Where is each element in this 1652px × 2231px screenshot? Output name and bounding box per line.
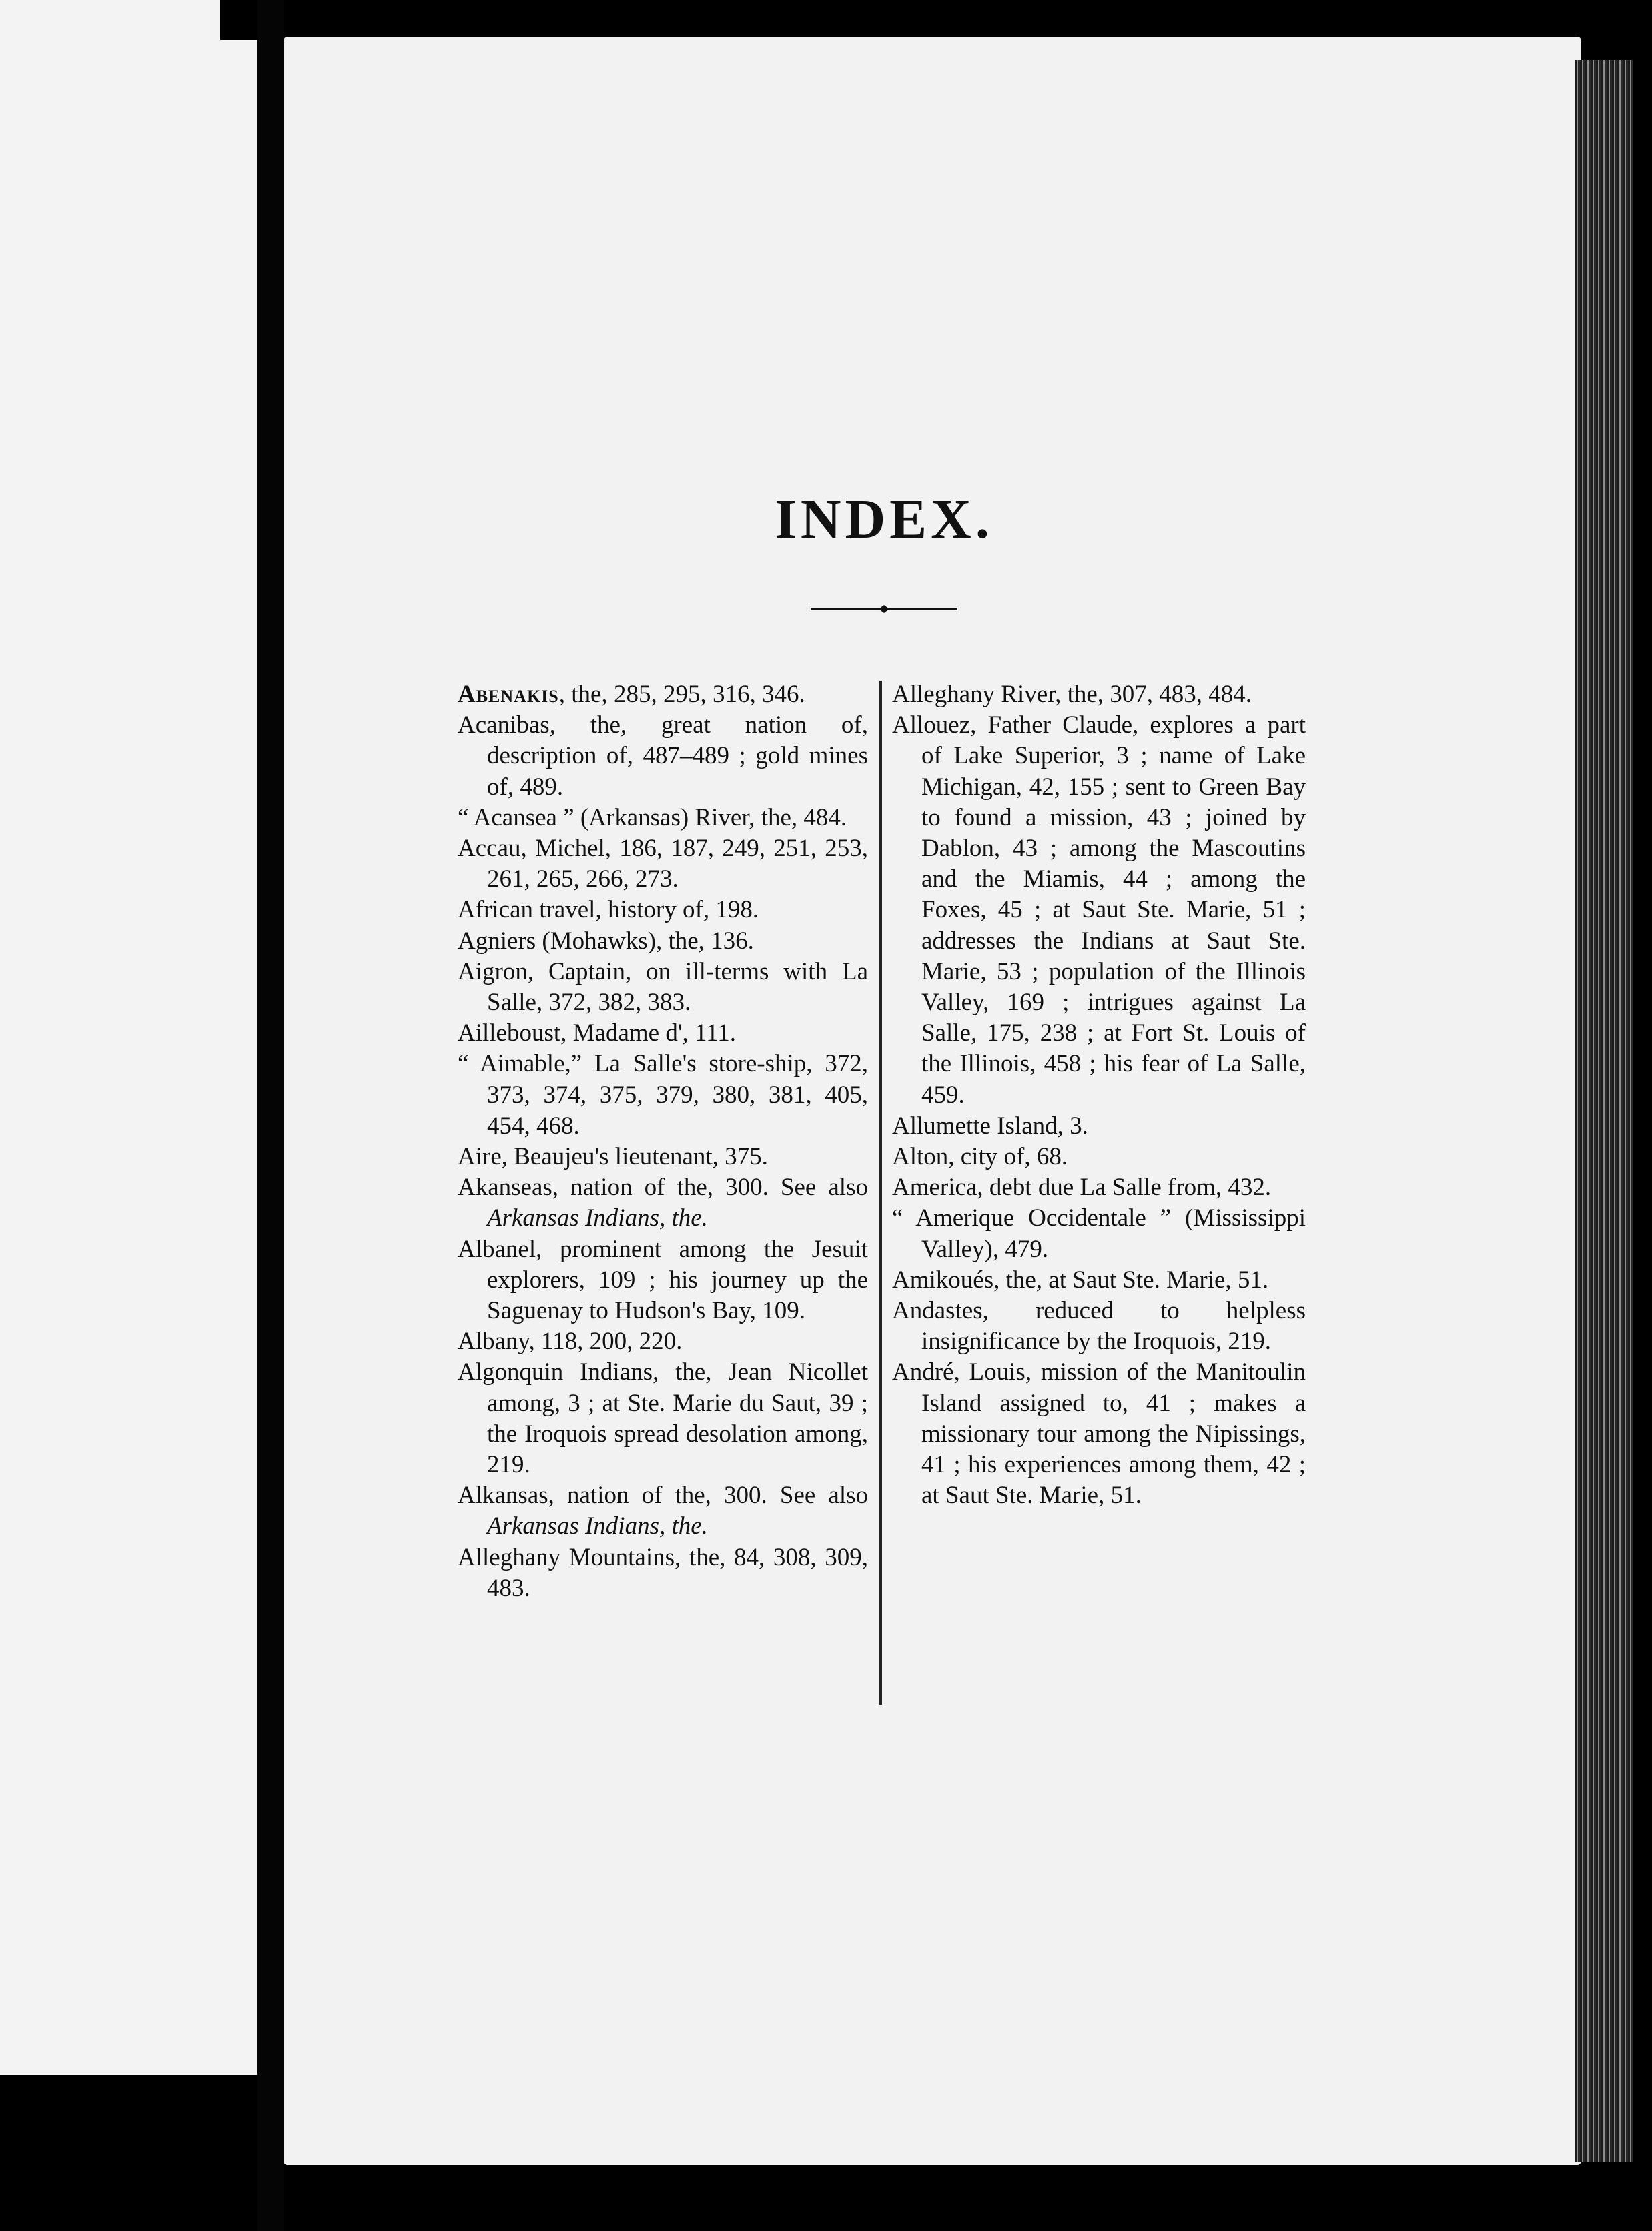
index-entry: Alton, city of, 68. [892,1143,1068,1171]
index-entry: Aigron, Captain, on ill-terms with La Salle, 372, 382, 383. [458,957,868,1017]
index-entry: Akanseas, nation of the, 300. See also Arkansas Indians, the. [458,1174,868,1232]
index-entry: Allumette Island, 3. [892,1111,1088,1140]
index-entry: Alkansas, nation of the, 300. See also Arkansas Indians, the. [458,1482,868,1540]
index-entry: Accau, Michel, 186, 187, 249, 251, 253, 261, 265, 266, 273. [458,835,868,893]
index-column-left [458,679,868,1604]
index-entry: “ Aimable,” La Salle's store-ship, 372, 373, 374, 375, 379, 380, 381, 405, 454, 468. [458,1050,868,1140]
scan-border [1633,0,1652,2231]
index-entry: “ Amerique Occidentale ” (Mississippi Valley), 479. [892,1204,1306,1263]
index-entry: America, debt due La Salle from, 432. [892,1174,1272,1202]
index-entry: Alleghany River, the, 307, 483, 484. [892,681,1252,708]
index-entry: African travel, history of, 198. [458,896,759,924]
index-entry: Abenakis, the, 285, 295, 316, 346. [458,681,805,708]
index-entry: Agniers (Mohawks), the, 136. [458,927,754,955]
page-title: INDEX. [775,488,993,550]
index-entry: Amikoués, the, at Saut Ste. Marie, 51. [892,1266,1269,1294]
index-entry: Alleghany Mountains, the, 84, 308, 309, 483. [458,1543,868,1602]
index-entry: Aire, Beaujeu's lieutenant, 375. [458,1143,768,1171]
page-edges [1575,60,1633,2162]
index-entry: Algonquin Indians, the, Jean Nicollet among, 3 ; at Ste. Marie du Saut, 39 ; the Iroquois spread desolation among, 219. [458,1358,868,1479]
index-entry: Albany, 118, 200, 220. [458,1328,683,1356]
index-column-right [892,679,1306,1511]
title-ornament-icon [811,604,957,614]
facing-page-edge [0,40,257,2075]
index-entry: André, Louis, mission of the Manitoulin Island assigned to, 41 ; makes a missionary tour among the Nipissings, 41 ; his experiences among them, 42 ; at Saut Ste. Marie, 51. [892,1358,1306,1510]
index-entry: Acanibas, the, great nation of, description of, 487–489 ; gold mines of, 489. [458,711,868,801]
index-entry: Andastes, reduced to helpless insignificance by the Iroquois, 219. [892,1297,1306,1356]
index-entry: “ Acansea ” (Arkansas) River, the, 484. [458,803,847,831]
index-entry: Ailleboust, Madame d', 111. [458,1019,737,1047]
index-entry: Allouez, Father Claude, explores a part of Lake Superior, 3 ; name of Lake Michigan, 42, 155 ; sent to Green Bay to found a mission, 43 ; joined by Dablon, 43 ; among the Mascoutins and the Miamis, 44 ; among the Foxes, 45 ; at Saut Ste. Marie, 51 ; addresses the Indians at Saut Ste. Marie, 53 ; population of the Illinois Valley, 169 ; intrigues against La Salle, 175, 238 ; at Fort St. Louis of the Illinois, 458 ; his fear of La Salle, 459. [892,711,1306,1109]
column-divider [879,681,882,1705]
index-entry: Albanel, prominent among the Jesuit explorers, 109 ; his journey up the Saguenay to Hudson's Bay, 109. [458,1235,868,1325]
book-gutter [257,0,284,2231]
